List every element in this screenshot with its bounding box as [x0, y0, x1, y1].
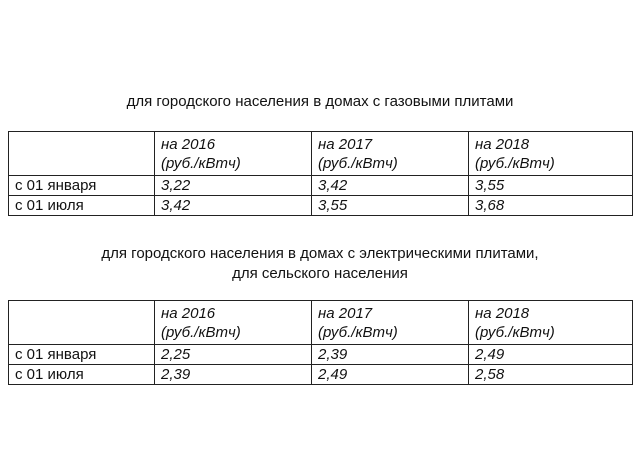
header-year: на 2018: [475, 136, 530, 153]
tariff-value: 3,42: [312, 176, 469, 196]
tariff-value: 2,49: [312, 365, 469, 385]
tariff-value: 2,39: [312, 345, 469, 365]
tariff-value: 2,25: [155, 345, 312, 365]
tariff-value: 3,55: [469, 176, 633, 196]
tariff-value: 3,68: [469, 196, 633, 216]
section-2-caption-line-1: для городского населения в домах с электрическими плитами,: [101, 245, 539, 262]
row-label: с 01 июля: [9, 365, 155, 385]
tariff-value: 3,22: [155, 176, 312, 196]
tariff-table-electric-stoves: [8, 300, 633, 385]
tariff-value: 3,55: [312, 196, 469, 216]
row-label: с 01 июля: [9, 196, 155, 216]
header-2018: [469, 301, 633, 345]
header-year: на 2017: [318, 136, 373, 153]
header-unit: (руб./кВтч): [475, 155, 555, 172]
header-unit: (руб./кВтч): [475, 324, 555, 341]
header-year: на 2016: [161, 136, 216, 153]
header-empty-cell: [9, 132, 155, 176]
section-1-caption: для городского населения в домах с газовыми плитами: [126, 93, 514, 110]
section-2-caption-line-2: для сельского населения: [232, 265, 408, 282]
table-row: [9, 176, 633, 196]
tariff-value: 2,49: [469, 345, 633, 365]
row-label: с 01 января: [9, 345, 155, 365]
header-year: на 2017: [318, 305, 373, 322]
tariff-value: 3,42: [155, 196, 312, 216]
table-header-row: [9, 132, 633, 176]
row-label: с 01 января: [9, 176, 155, 196]
header-unit: (руб./кВтч): [318, 324, 398, 341]
table-row: [9, 365, 633, 385]
header-2016: [155, 301, 312, 345]
header-year: на 2016: [161, 305, 216, 322]
header-unit: (руб./кВтч): [161, 324, 241, 341]
tariff-value: 2,58: [469, 365, 633, 385]
table-header-row: [9, 301, 633, 345]
table-row: [9, 196, 633, 216]
header-empty-cell: [9, 301, 155, 345]
header-2016: [155, 132, 312, 176]
header-unit: (руб./кВтч): [318, 155, 398, 172]
header-year: на 2018: [475, 305, 530, 322]
tariff-table-gas-stoves: [8, 131, 633, 216]
tariff-value: 2,39: [155, 365, 312, 385]
header-unit: (руб./кВтч): [161, 155, 241, 172]
header-2017: [312, 301, 469, 345]
table-row: [9, 345, 633, 365]
header-2017: [312, 132, 469, 176]
header-2018: [469, 132, 633, 176]
